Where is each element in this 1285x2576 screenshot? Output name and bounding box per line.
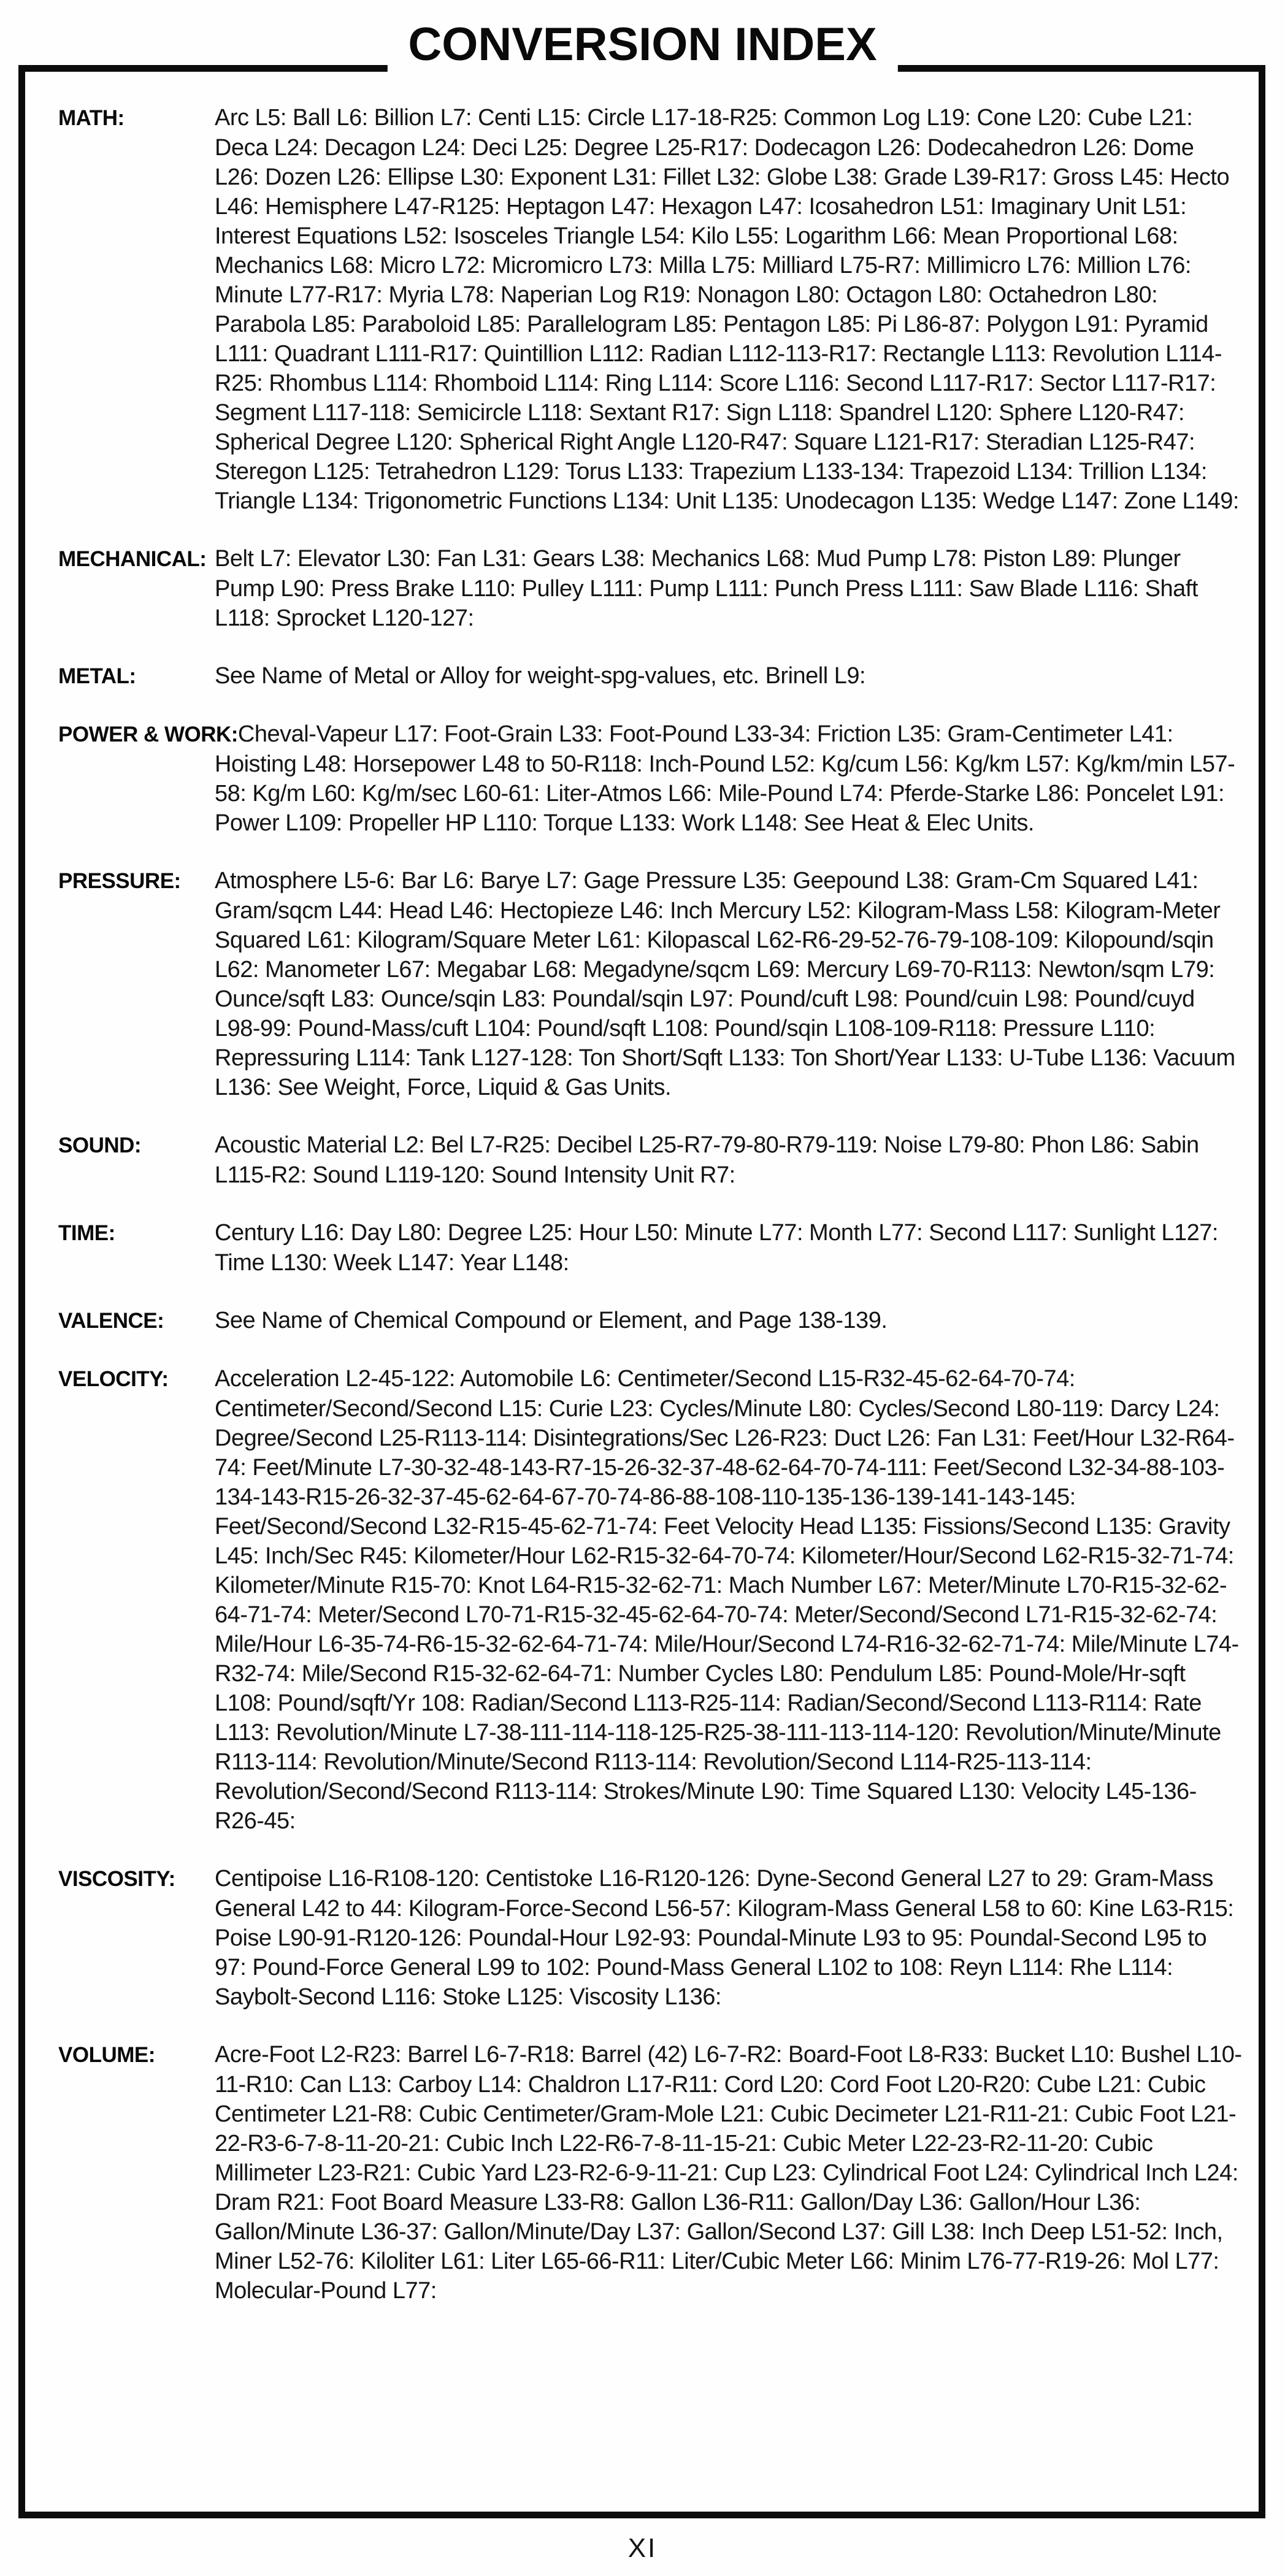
index-section-power-work — [58, 719, 1242, 838]
section-text: See Name of Chemical Compound or Element, and Page 138-139. — [215, 1308, 888, 1333]
index-section-valence — [58, 1306, 1242, 1336]
index-section-pressure — [58, 866, 1242, 1102]
section-label: VISCOSITY: — [58, 1867, 175, 1891]
section-text: See Name of Metal or Alloy for weight-spg-values, etc. Brinell L9: — [215, 663, 866, 689]
section-text: Centipoise L16-R108-120: Centistoke L16-R120-126: Dyne-Second General L27 to 29: Gram-Mass General L42 to 44: Kilogram-Force-Second L56-57: Kilogram-Mass General L58 to 60: Kine L63-R15: Poise L90-91-R120-126: Poundal-Hour L92-93: Poundal-Minute L93 to 95: Poundal-Second L95 to 97: Pound-Force General L99 to 102: Pound-Mass General L102 to 108: Reyn L114: Rhe L114: Saybolt-Second L116: Stoke L125: Viscosity L136: — [215, 1866, 1234, 2010]
section-text: Acceleration L2-45-122: Automobile L6: Centimeter/Second L15-R32-45-62-64-70-74: Centimeter/Second/Second L15: Curie L23: Cycles/Minute L80: Cycles/Second L80-119: Darcy L24: Degree/Second L25-R113-114: Disintegrations/Sec L26-R23: Duct L26: Fan L31: Feet/Hour L32-R64-74: Feet/Minute L7-30-32-48-143-R7-15-26-32-37-48-62-64-70-74-111: Feet/Second L32-34-88-103-134-143-R15-26-32-37-45-62-64-67-70-74-86-88-108-110-135-136-139-141-143-145: Feet/Second/Second L32-R15-45-62-71-74: Feet Velocity Head L135: Fissions/Second L135: Gravity L45: Inch/Sec R45: Kilometer/Hour L62-R15-32-64-70-74: Kilometer/Hour/Second L62-R15-32-71-74: Kilometer/Minute R15-70: Knot L64-R15-32-62-71: Mach Number L67: Meter/Minute L70-R15-32-62-64-71-74: Meter/Second L70-71-R15-32-45-62-64-70-74: Meter/Second/Second L71-R15-32-62-74: Mile/Hour L6-35-74-R6-15-32-62-64-71-74: Mile/Hour/Second L74-R16-32-62-71-74: Mile/Minute L74-R32-74: Mile/Second R15-32-62-64-71: Number Cycles L80: Pendulum L85: Pound-Mole/Hr-sqft L108: Pound/sqft/Yr 108: Radian/Second L113-R25-114: Radian/Second/Second L113-R114: Rate L113: Revolution/Minute L7-38-111-114-118-125-R25-38-111-113-114-120: Revolution/Minute/Minute R113-114: Revolution/Minute/Second R113-114: Revolution/Second L114-R25-113-114: Revolution/Second/Second R113-114: Strokes/Minute L90: Time Squared L130: Velocity L45-136-R26-45: — [215, 1366, 1239, 1834]
section-text: Acre-Foot L2-R23: Barrel L6-7-R18: Barrel (42) L6-7-R2: Board-Foot L8-R33: Bucket L10: Bushel L10-11-R10: Can L13: Carboy L14: Chaldron L17-R11: Cord L20: Cord Foot L20-R20: Cube L21: Cubic Centimeter L21-R8: Cubic Centimeter/Gram-Mole L21: Cubic Decimeter L21-R11-21: Cubic Foot L21-22-R3-6-7-8-11-20-21: Cubic Inch L22-R6-7-8-11-15-21: Cubic Meter L22-23-R2-11-20: Cubic Millimeter L23-R21: Cubic Yard L23-R2-6-9-11-21: Cup L23: Cylindrical Foot L24: Cylindrical Inch L24: Dram R21: Foot Board Measure L33-R8: Gallon L36-R11: Gallon/Day L36: Gallon/Hour L36: Gallon/Minute L36-37: Gallon/Minute/Day L37: Gallon/Second L37: Gill L38: Inch Deep L51-52: Inch, Miner L52-76: Kiloliter L61: Liter L65-66-R11: Liter/Cubic Meter L66: Minim L76-77-R19-26: Mol L77: Molecular-Pound L77: — [215, 2042, 1242, 2304]
section-label: TIME: — [58, 1221, 115, 1245]
index-section-mechanical — [58, 544, 1242, 633]
page-title: CONVERSION INDEX — [387, 16, 897, 74]
section-label: PRESSURE: — [58, 869, 181, 893]
section-label: MECHANICAL: — [58, 547, 207, 571]
section-text: Century L16: Day L80: Degree L25: Hour L50: Minute L77: Month L77: Second L117: Sunlight L127: Time L130: Week L147: Year L148: — [215, 1220, 1218, 1276]
section-label: POWER & WORK: — [58, 723, 238, 746]
index-section-velocity — [58, 1364, 1242, 1836]
index-section-metal — [58, 661, 1242, 691]
section-label: VALENCE: — [58, 1309, 164, 1333]
section-label: SOUND: — [58, 1133, 142, 1157]
index-section-math — [58, 103, 1242, 516]
index-section-volume — [58, 2040, 1242, 2306]
section-text: Belt L7: Elevator L30: Fan L31: Gears L38: Mechanics L68: Mud Pump L78: Piston L89: Plunger Pump L90: Press Brake L110: Pulley L111: Pump L111: Punch Press L111: Saw Blade L116: Shaft L118: Sprocket L120-127: — [215, 546, 1198, 631]
section-label: MATH: — [58, 106, 125, 130]
index-section-time — [58, 1218, 1242, 1278]
section-text: Atmosphere L5-6: Bar L6: Barye L7: Gage Pressure L35: Geepound L38: Gram-Cm Squared L41: Gram/sqcm L44: Head L46: Hectopieze L46: Inch Mercury L52: Kilogram-Mass L58: Kilogram-Meter Squared L61: Kilogram/Square Meter L61: Kilopascal L62-R6-29-52-76-79-108-109: Kilopound/sqin L62: Manometer L67: Megabar L68: Megadyne/sqcm L69: Mercury L69-70-R113: Newton/sqm L79: Ounce/sqft L83: Ounce/sqin L83: Poundal/sqin L97: Pound/cuft L98: Pound/cuin L98: Pound/cuyd L98-99: Pound-Mass/cuft L104: Pound/sqft L108: Pound/sqin L108-109-R118: Pressure L110: Repressuring L114: Tank L127-128: Ton Short/Sqft L133: Ton Short/Year L133: U-Tube L136: Vacuum L136: See Weight, Force, Liquid & Gas Units. — [215, 868, 1235, 1100]
index-sections — [58, 103, 1242, 2334]
section-text: Cheval-Vapeur L17: Foot-Grain L33: Foot-Pound L33-34: Friction L35: Gram-Centimeter L41: Hoisting L48: Horsepower L48 to 50-R118: Inch-Pound L52: Kg/cum L56: Kg/km L57: Kg/km/min L57-58: Kg/m L60: Kg/m/sec L60-61: Liter-Atmos L66: Mile-Pound L74: Pferde-Starke L86: Poncelet L91: Power L109: Propeller HP L110: Torque L133: Work L148: See Heat & Elec Units. — [215, 721, 1235, 836]
section-text: Arc L5: Ball L6: Billion L7: Centi L15: Circle L17-18-R25: Common Log L19: Cone L20: Cube L21: Deca L24: Decagon L24: Deci L25: Degree L25-R17: Dodecagon L26: Dodecahedron L26: Dome L26: Dozen L26: Ellipse L30: Exponent L31: Fillet L32: Globe L38: Grade L39-R17: Gross L45: Hecto L46: Hemisphere L47-R125: Heptagon L47: Hexagon L47: Icosahedron L51: Imaginary Unit L51: Interest Equations L52: Isosceles Triangle L54: Kilo L55: Logarithm L66: Mean Proportional L68: Mechanics L68: Micro L72: Micromicro L73: Milla L75: Milliard L75-R7: Millimicro L76: Million L76: Minute L77-R17: Myria L78: Naperian Log R19: Nonagon L80: Octagon L80: Octahedron L80: Parabola L85: Paraboloid L85: Parallelogram L85: Pentagon L85: Pi L86-87: Polygon L91: Pyramid L111: Quadrant L111-R17: Quintillion L112: Radian L112-113-R17: Rectangle L113: Revolution L114-R25: Rhombus L114: Rhomboid L114: Ring L114: Score L116: Second L117-R17: Sector L117-R17: Segment L117-118: Semicircle L118: Sextant R17: Sign L118: Spandrel L120: Sphere L120-R47: Spherical Degree L120: Spherical Right Angle L120-R47: Square L121-R17: Steradian L125-R47: Steregon L125: Tetrahedron L129: Torus L133: Trapezium L133-134: Trapezoid L134: Trillion L134: Triangle L134: Trigonometric Functions L134: Unit L135: Unodecagon L135: Wedge L147: Zone L149: — [215, 105, 1239, 514]
section-label: VOLUME: — [58, 2043, 155, 2067]
index-section-viscosity — [58, 1864, 1242, 2012]
section-text: Acoustic Material L2: Bel L7-R25: Decibel L25-R7-79-80-R79-119: Noise L79-80: Phon L86: Sabin L115-R2: Sound L119-120: Sound Intensity Unit R7: — [215, 1132, 1199, 1188]
index-section-sound — [58, 1130, 1242, 1190]
page-number: XI — [627, 2533, 658, 2563]
section-label: METAL: — [58, 664, 136, 688]
section-label: VELOCITY: — [58, 1367, 169, 1391]
